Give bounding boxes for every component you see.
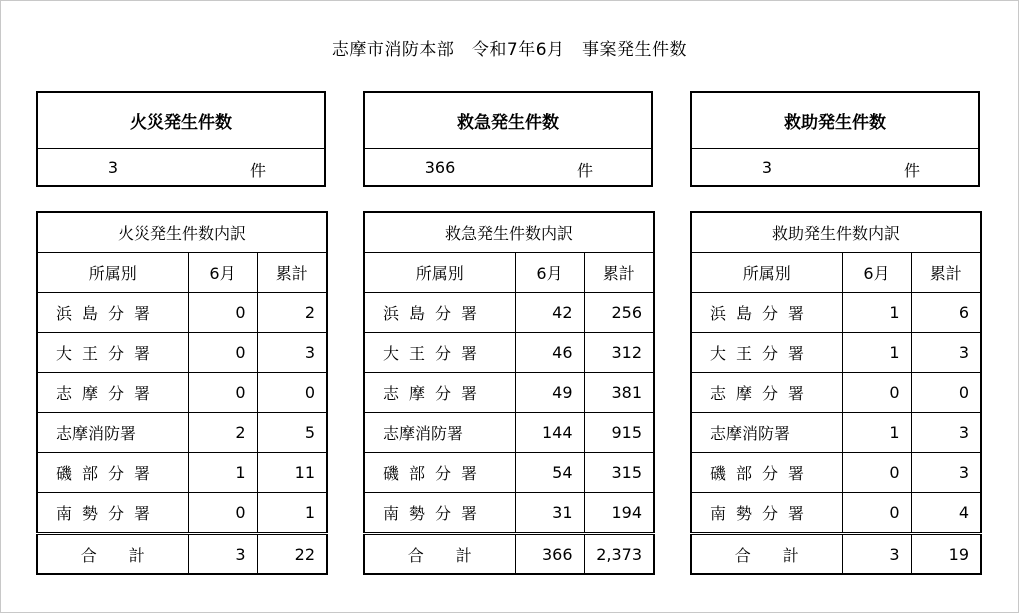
- table-row: [691, 333, 981, 373]
- ambulance-summary-label: 救急発生件数: [365, 93, 651, 149]
- table-row: [364, 333, 654, 373]
- total-label: 合 計: [364, 534, 515, 575]
- row-cumulative-count: 3: [911, 453, 981, 493]
- row-cumulative-count: 11: [257, 453, 327, 493]
- page-title: 志摩市消防本部 令和7年6月 事案発生件数: [331, 40, 688, 60]
- table-row: [364, 413, 654, 453]
- row-cumulative-count: 312: [584, 333, 654, 373]
- row-dept-name: 浜島分署: [691, 293, 842, 333]
- row-cumulative-count: 0: [911, 373, 981, 413]
- total-row: [691, 534, 981, 575]
- column-header-cumulative: 累計: [584, 253, 654, 293]
- row-cumulative-count: 4: [911, 493, 981, 534]
- fire-breakdown-table: [36, 211, 328, 575]
- row-cumulative-count: 315: [584, 453, 654, 493]
- table-row: [37, 373, 327, 413]
- total-row: [364, 534, 654, 575]
- row-cumulative-count: 3: [257, 333, 327, 373]
- column-header-cumulative: 累計: [257, 253, 327, 293]
- row-cumulative-count: 915: [584, 413, 654, 453]
- row-month-count: 46: [515, 333, 584, 373]
- fire-summary-label: 火災発生件数: [38, 93, 324, 149]
- column-header-dept: 所属別: [364, 253, 515, 293]
- table-row: [691, 293, 981, 333]
- rescue-breakdown-table: [690, 211, 982, 575]
- table-caption: 火災発生件数内訳: [37, 212, 327, 253]
- column-header-cumulative: 累計: [911, 253, 981, 293]
- table-row: [691, 493, 981, 534]
- row-dept-name: 浜島分署: [364, 293, 515, 333]
- fire-summary-value: 3: [107, 158, 119, 177]
- row-month-count: 2: [188, 413, 257, 453]
- fire-summary-unit: 件: [250, 161, 267, 180]
- column-header-month: 6月: [188, 253, 257, 293]
- table-row: [691, 373, 981, 413]
- table-row: [691, 453, 981, 493]
- row-month-count: 1: [188, 453, 257, 493]
- rescue-summary-unit: 件: [904, 161, 921, 180]
- row-cumulative-count: 0: [257, 373, 327, 413]
- rescue-summary-label: 救助発生件数: [692, 93, 978, 149]
- table-row: [37, 413, 327, 453]
- total-row: [37, 534, 327, 575]
- row-month-count: 0: [842, 453, 911, 493]
- row-dept-name: 大王分署: [37, 333, 188, 373]
- total-cumulative-count: 19: [911, 534, 981, 575]
- row-dept-name: 磯部分署: [691, 453, 842, 493]
- row-month-count: 0: [188, 293, 257, 333]
- row-cumulative-count: 256: [584, 293, 654, 333]
- row-month-count: 31: [515, 493, 584, 534]
- row-dept-name: 志摩分署: [691, 373, 842, 413]
- row-month-count: 0: [842, 373, 911, 413]
- row-dept-name: 磯部分署: [37, 453, 188, 493]
- ambulance-summary-unit: 件: [577, 161, 594, 180]
- ambulance-summary-box: [363, 91, 653, 187]
- total-label: 合 計: [37, 534, 188, 575]
- row-dept-name: 大王分署: [691, 333, 842, 373]
- column-header-month: 6月: [842, 253, 911, 293]
- table-caption: 救助発生件数内訳: [691, 212, 981, 253]
- column-header-month: 6月: [515, 253, 584, 293]
- total-label: 合 計: [691, 534, 842, 575]
- row-cumulative-count: 194: [584, 493, 654, 534]
- row-cumulative-count: 2: [257, 293, 327, 333]
- column-header-dept: 所属別: [691, 253, 842, 293]
- row-month-count: 49: [515, 373, 584, 413]
- row-month-count: 1: [842, 413, 911, 453]
- row-dept-name: 南勢分署: [364, 493, 515, 534]
- row-dept-name: 南勢分署: [37, 493, 188, 534]
- ambulance-summary-value: 366: [424, 158, 456, 177]
- table-row: [37, 493, 327, 534]
- row-month-count: 1: [842, 333, 911, 373]
- table-row: [37, 333, 327, 373]
- row-month-count: 42: [515, 293, 584, 333]
- total-cumulative-count: 2,373: [584, 534, 654, 575]
- row-dept-name: 大王分署: [364, 333, 515, 373]
- row-cumulative-count: 3: [911, 333, 981, 373]
- row-dept-name: 南勢分署: [691, 493, 842, 534]
- total-month-count: 3: [188, 534, 257, 575]
- table-caption: 救急発生件数内訳: [364, 212, 654, 253]
- table-row: [364, 293, 654, 333]
- row-dept-name: 浜島分署: [37, 293, 188, 333]
- row-cumulative-count: 3: [911, 413, 981, 453]
- row-cumulative-count: 5: [257, 413, 327, 453]
- total-cumulative-count: 22: [257, 534, 327, 575]
- row-month-count: 0: [842, 493, 911, 534]
- column-header-dept: 所属別: [37, 253, 188, 293]
- row-dept-name: 磯部分署: [364, 453, 515, 493]
- table-row: [37, 453, 327, 493]
- row-cumulative-count: 381: [584, 373, 654, 413]
- row-dept-name: 志摩消防署: [691, 413, 842, 453]
- row-dept-name: 志摩分署: [364, 373, 515, 413]
- row-month-count: 0: [188, 493, 257, 534]
- table-row: [364, 373, 654, 413]
- row-month-count: 54: [515, 453, 584, 493]
- row-dept-name: 志摩分署: [37, 373, 188, 413]
- ambulance-breakdown-table: [363, 211, 655, 575]
- row-month-count: 144: [515, 413, 584, 453]
- table-row: [364, 453, 654, 493]
- row-month-count: 0: [188, 373, 257, 413]
- fire-summary-box: [36, 91, 326, 187]
- total-month-count: 366: [515, 534, 584, 575]
- rescue-summary-box: [690, 91, 980, 187]
- table-row: [37, 293, 327, 333]
- row-cumulative-count: 6: [911, 293, 981, 333]
- row-cumulative-count: 1: [257, 493, 327, 534]
- table-row: [364, 493, 654, 534]
- row-month-count: 0: [188, 333, 257, 373]
- table-row: [691, 413, 981, 453]
- rescue-summary-value: 3: [761, 158, 773, 177]
- total-month-count: 3: [842, 534, 911, 575]
- row-dept-name: 志摩消防署: [37, 413, 188, 453]
- row-dept-name: 志摩消防署: [364, 413, 515, 453]
- row-month-count: 1: [842, 293, 911, 333]
